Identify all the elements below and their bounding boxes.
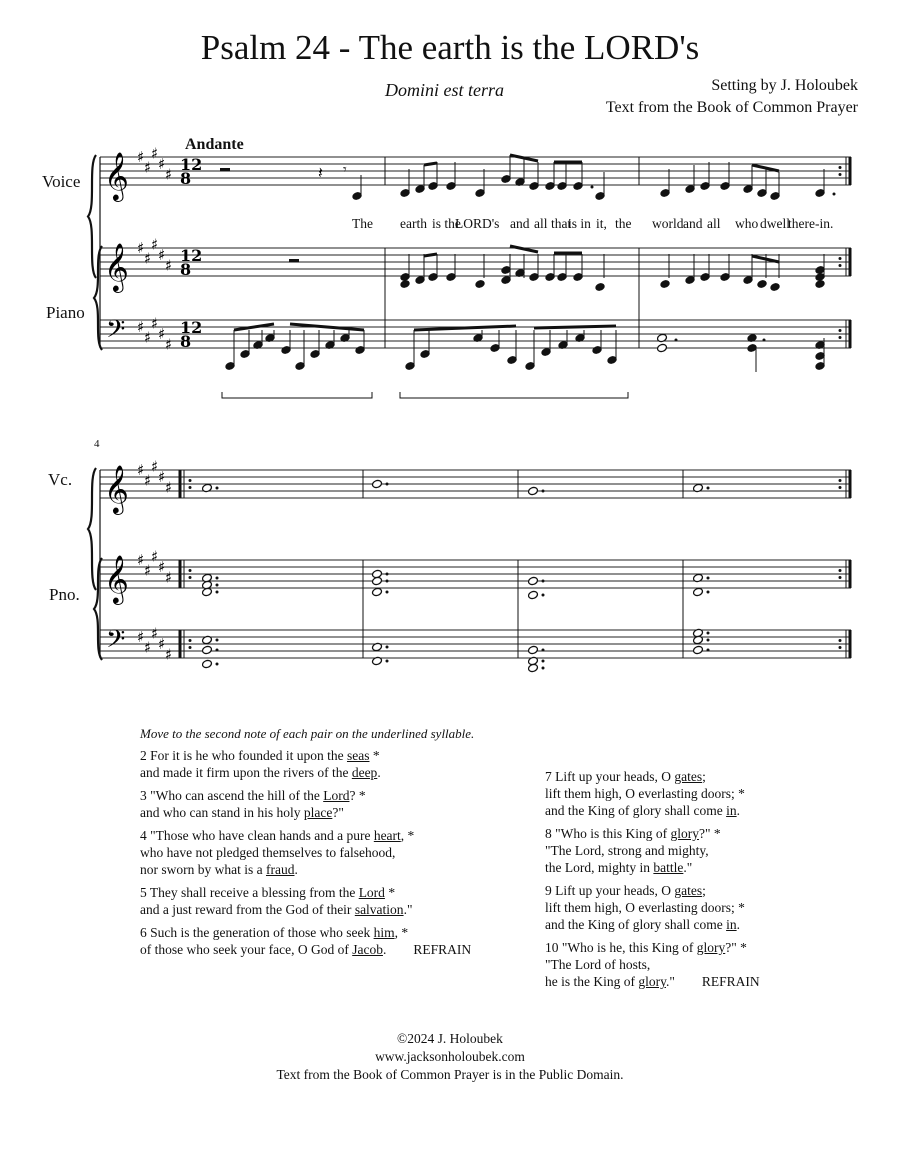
verse-line: 5 They shall receive a blessing from the Lord * bbox=[140, 885, 396, 900]
quarter-rest: 𝄽 bbox=[318, 163, 323, 182]
lyric-syllable: that bbox=[551, 216, 572, 231]
sharp-sign: ♯ bbox=[151, 144, 159, 163]
dot bbox=[839, 173, 842, 176]
dot bbox=[189, 639, 192, 642]
lyric-syllable: earth bbox=[400, 216, 427, 231]
time-signature: 12 bbox=[180, 246, 203, 265]
note-head bbox=[770, 282, 781, 292]
dot bbox=[839, 329, 842, 332]
dot bbox=[189, 486, 192, 489]
beam bbox=[424, 254, 437, 256]
lyric-syllable: The bbox=[352, 216, 373, 231]
verse bbox=[140, 884, 520, 918]
lyric-syllable: there-in. bbox=[788, 216, 834, 231]
sharp-sign: ♯ bbox=[158, 246, 166, 264]
dot bbox=[542, 580, 545, 583]
brace bbox=[88, 468, 96, 590]
verse bbox=[140, 924, 520, 958]
dot bbox=[763, 339, 766, 342]
sharp-sign: ♯ bbox=[165, 256, 173, 275]
dot bbox=[386, 580, 389, 583]
verse bbox=[140, 747, 520, 781]
verse-line: lift them high, O everlasting doors; * bbox=[545, 786, 745, 801]
dot bbox=[839, 257, 842, 260]
dot bbox=[839, 576, 842, 579]
sharp-sign: ♯ bbox=[158, 468, 166, 486]
dot bbox=[189, 576, 192, 579]
dot bbox=[189, 569, 192, 572]
bass-clef: 𝄢 bbox=[106, 625, 126, 660]
verse-line: 2 For it is he who founded it upon the seas * bbox=[140, 748, 380, 763]
lyric-syllable: the bbox=[615, 216, 632, 231]
sharp-sign: ♯ bbox=[144, 328, 152, 347]
beam bbox=[510, 246, 538, 252]
dot bbox=[386, 646, 389, 649]
time-signature: 8 bbox=[180, 169, 192, 188]
lyric-syllable: dwell bbox=[760, 216, 790, 231]
dot bbox=[839, 336, 842, 339]
sharp-sign: ♯ bbox=[144, 561, 152, 580]
lyric-syllable: who bbox=[735, 216, 759, 231]
dot bbox=[189, 646, 192, 649]
sharp-sign: ♯ bbox=[137, 628, 145, 646]
dot bbox=[833, 193, 836, 196]
verse bbox=[545, 825, 865, 876]
pedal-bracket bbox=[222, 392, 372, 398]
subtitle: Domini est terra bbox=[385, 80, 504, 100]
sharp-sign: ♯ bbox=[151, 235, 159, 254]
verse-line: of those who seek your face, O God of Jacob. REFRAIN bbox=[140, 942, 472, 957]
sharp-sign: ♯ bbox=[165, 165, 173, 184]
dot bbox=[707, 577, 710, 580]
pedal-bracket bbox=[400, 392, 628, 398]
website: www.jacksonholoubek.com bbox=[375, 1049, 525, 1064]
sharp-sign: ♯ bbox=[137, 318, 145, 336]
dot bbox=[591, 186, 594, 189]
verse-line: 7 Lift up your heads, O gates; bbox=[545, 769, 706, 784]
text-source-line: Text from the Book of Common Prayer bbox=[605, 99, 858, 116]
time-signature: 8 bbox=[180, 332, 192, 351]
lyric-syllable: is the bbox=[432, 216, 461, 231]
dot bbox=[707, 487, 710, 490]
sharp-sign: ♯ bbox=[137, 148, 145, 166]
dot bbox=[216, 639, 219, 642]
verse-line: and who can stand in his holy place?" bbox=[140, 805, 344, 820]
treble-clef: 𝄞 bbox=[104, 554, 129, 603]
sharp-sign: ♯ bbox=[144, 249, 152, 268]
note-head bbox=[372, 587, 383, 597]
note-head bbox=[528, 486, 539, 496]
verse-line: and made it firm upon the rivers of the deep. bbox=[140, 765, 381, 780]
verse-line: the Lord, mighty in battle." bbox=[545, 860, 693, 875]
page-title: Psalm 24 - The earth is the LORD's bbox=[200, 28, 700, 67]
note-head bbox=[528, 663, 539, 673]
whole-rest bbox=[220, 168, 230, 172]
time-signature: 12 bbox=[180, 318, 203, 337]
dot bbox=[839, 639, 842, 642]
measure-number: 4 bbox=[94, 438, 100, 450]
sharp-sign: ♯ bbox=[144, 471, 152, 490]
dot bbox=[216, 584, 219, 587]
bass-clef: 𝄢 bbox=[106, 315, 126, 350]
dot bbox=[839, 569, 842, 572]
brace bbox=[88, 155, 96, 278]
sharp-sign: ♯ bbox=[158, 558, 166, 576]
verse-line: nor sworn by what is a fraud. bbox=[140, 862, 298, 877]
sharp-sign: ♯ bbox=[165, 478, 173, 497]
copyright: ©2024 J. Holoubek bbox=[397, 1031, 503, 1046]
lyric-syllable: LORD's bbox=[455, 216, 500, 231]
verses-right-column bbox=[545, 768, 865, 996]
note-head bbox=[693, 587, 704, 597]
note-head bbox=[528, 576, 539, 586]
dot bbox=[216, 591, 219, 594]
composer-line: Setting by J. Holoubek bbox=[711, 77, 858, 94]
note-head bbox=[660, 279, 671, 289]
public-domain-note: Text from the Book of Common Prayer is in the Public Domain. bbox=[276, 1067, 624, 1082]
sharp-sign: ♯ bbox=[165, 335, 173, 354]
dot bbox=[189, 479, 192, 482]
brace bbox=[94, 558, 102, 660]
note-head bbox=[528, 645, 539, 655]
treble-clef: 𝄞 bbox=[104, 242, 129, 291]
dot bbox=[839, 264, 842, 267]
dot bbox=[839, 166, 842, 169]
dot bbox=[839, 479, 842, 482]
verse bbox=[545, 939, 865, 990]
tempo-marking: Andante bbox=[185, 136, 244, 153]
dot bbox=[216, 649, 219, 652]
verse bbox=[140, 827, 520, 878]
note-head bbox=[202, 587, 213, 597]
dot bbox=[542, 594, 545, 597]
verse-line: and a just reward from the God of their salvation." bbox=[140, 902, 413, 917]
verse-line: "The Lord, strong and mighty, bbox=[545, 843, 709, 858]
voice-short-label: Vc. bbox=[48, 470, 73, 489]
sharp-sign: ♯ bbox=[137, 461, 145, 479]
verse-line: and the King of glory shall come in. bbox=[545, 917, 740, 932]
note-head bbox=[528, 590, 539, 600]
lyric-syllable: is in bbox=[568, 216, 591, 231]
lyric-syllable: all bbox=[707, 216, 721, 231]
treble-clef: 𝄞 bbox=[104, 151, 129, 200]
eighth-rest: 𝄾 bbox=[343, 162, 347, 178]
dot bbox=[707, 639, 710, 642]
sharp-sign: ♯ bbox=[144, 158, 152, 177]
dot bbox=[707, 649, 710, 652]
verse-line: lift them high, O everlasting doors; * bbox=[545, 900, 745, 915]
dot bbox=[542, 490, 545, 493]
sharp-sign: ♯ bbox=[158, 635, 166, 653]
dot bbox=[216, 577, 219, 580]
note-head bbox=[693, 645, 704, 655]
verse-line: 9 Lift up your heads, O gates; bbox=[545, 883, 706, 898]
sharp-sign: ♯ bbox=[158, 325, 166, 343]
dot bbox=[386, 483, 389, 486]
whole-rest bbox=[289, 259, 299, 263]
verse-line: and the King of glory shall come in. bbox=[545, 803, 740, 818]
verse-line: 6 Such is the generation of those who seek him, * bbox=[140, 925, 409, 940]
voice-label: Voice bbox=[42, 172, 81, 191]
beam bbox=[424, 163, 437, 165]
verse-line: he is the King of glory." REFRAIN bbox=[545, 974, 760, 989]
sharp-sign: ♯ bbox=[151, 314, 159, 333]
note-head bbox=[202, 645, 213, 655]
dot bbox=[707, 632, 710, 635]
sharp-sign: ♯ bbox=[158, 155, 166, 173]
lyric-syllable: it, bbox=[596, 216, 607, 231]
dot bbox=[542, 667, 545, 670]
note-head bbox=[202, 659, 213, 669]
note-head bbox=[372, 576, 383, 586]
lyric-syllable: and bbox=[510, 216, 530, 231]
note-head bbox=[475, 279, 486, 289]
dot bbox=[542, 660, 545, 663]
sharp-sign: ♯ bbox=[151, 547, 159, 566]
verses-left-column bbox=[140, 747, 520, 964]
note-head bbox=[595, 282, 606, 292]
dot bbox=[386, 591, 389, 594]
sharp-sign: ♯ bbox=[144, 638, 152, 657]
verse-line: 10 "Who is he, this King of glory?" * bbox=[545, 940, 747, 955]
dot bbox=[675, 339, 678, 342]
note-head bbox=[372, 479, 383, 489]
verse-line: "The Lord of hosts, bbox=[545, 957, 651, 972]
note-head bbox=[757, 279, 768, 289]
sharp-sign: ♯ bbox=[137, 239, 145, 257]
note-head bbox=[657, 343, 668, 353]
dot bbox=[542, 649, 545, 652]
sharp-sign: ♯ bbox=[165, 568, 173, 587]
beam bbox=[534, 326, 616, 328]
dot bbox=[707, 591, 710, 594]
instructions: Move to the second note of each pair on the underlined syllable. bbox=[140, 726, 475, 741]
sharp-sign: ♯ bbox=[165, 645, 173, 664]
time-signature: 12 bbox=[180, 155, 203, 174]
lyric-syllable: world bbox=[652, 216, 684, 231]
lyric-syllable: all bbox=[534, 216, 548, 231]
verse bbox=[140, 787, 520, 821]
verse bbox=[545, 882, 865, 933]
verse-line: 8 "Who is this King of glory?" * bbox=[545, 826, 721, 841]
dot bbox=[386, 573, 389, 576]
footer bbox=[0, 1030, 900, 1084]
dot bbox=[386, 660, 389, 663]
dot bbox=[839, 486, 842, 489]
verse-line: 4 "Those who have clean hands and a pure heart, * bbox=[140, 828, 415, 843]
piano-short-label: Pno. bbox=[49, 585, 80, 604]
sharp-sign: ♯ bbox=[137, 551, 145, 569]
piano-label: Piano bbox=[46, 303, 85, 322]
verse-line: who have not pledged themselves to falsehood, bbox=[140, 845, 396, 860]
dot bbox=[216, 487, 219, 490]
verse bbox=[545, 768, 865, 819]
dot bbox=[839, 646, 842, 649]
verse-line: 3 "Who can ascend the hill of the Lord? * bbox=[140, 788, 366, 803]
dot bbox=[216, 663, 219, 666]
sharp-sign: ♯ bbox=[151, 624, 159, 643]
sharp-sign: ♯ bbox=[151, 457, 159, 476]
time-signature: 8 bbox=[180, 260, 192, 279]
lyric-syllable: and bbox=[683, 216, 703, 231]
treble-clef: 𝄞 bbox=[104, 464, 129, 513]
